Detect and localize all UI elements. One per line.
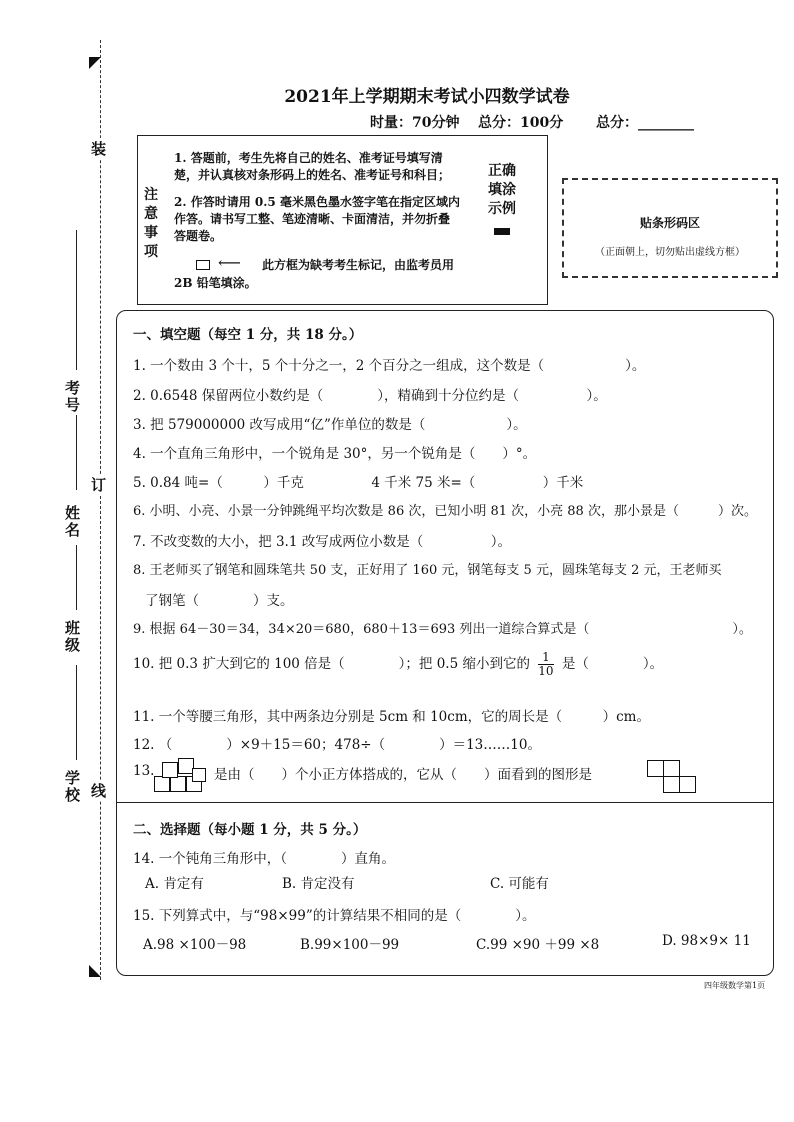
- absent-mark-text-2: 2B 铅笔填涂。: [174, 276, 257, 290]
- xingming-underline: [76, 415, 77, 490]
- question-9: 9. 根据 64－30＝34，34×20＝680，680＋13＝693 列出一道综合算式是（ ）。: [133, 622, 752, 637]
- binding-char-ding: 订: [91, 476, 107, 494]
- question-4: 4. 一个直角三角形中，一个锐角是 30°，另一个锐角是（ ）°。: [133, 446, 537, 462]
- binding-char-zhuang: 装: [91, 140, 107, 158]
- xuexiao-label: 学校: [63, 770, 81, 804]
- view-grid-figure: [647, 760, 711, 794]
- notice-item-2c: 答题卷。: [174, 229, 223, 243]
- question-10-part-a: 10. 把 0.3 扩大到它的 100 倍是（ ）；把 0.5 缩小到它的: [133, 656, 530, 672]
- question-15-option-d[interactable]: D. 98×9× 11: [662, 933, 751, 949]
- left-arrow-icon: ⟵: [218, 253, 241, 272]
- score-field[interactable]: 总分：________: [596, 115, 694, 131]
- absent-mark-text: 此方框为缺考考生标记，由监考员用: [262, 258, 455, 272]
- question-10-part-b: 是（ ）。: [561, 656, 664, 672]
- barcode-area: [562, 178, 778, 278]
- kaohao-label: 考号: [63, 380, 81, 414]
- question-13-number: 13.: [133, 763, 155, 779]
- notice-box: [137, 135, 548, 305]
- kaohao-underline: [76, 230, 77, 370]
- barcode-title: 贴条形码区: [639, 216, 700, 230]
- question-15: 15. 下列算式中，与“98×99”的计算结果不相同的是（ ）。: [133, 908, 536, 924]
- answer-area: [116, 310, 774, 976]
- notice-item-1a: 1. 答题前，考生先将自己的姓名、准考证号填写清: [174, 151, 443, 165]
- exam-title: 2021年上学期期末考试小四数学试卷: [284, 87, 570, 107]
- fraction-denominator: 10: [538, 664, 554, 678]
- question-14-option-b[interactable]: B. 肯定没有: [282, 876, 355, 892]
- question-6: 6. 小明、小亮、小景一分钟跳绳平均次数是 86 次，已知小明 81 次，小亮 88 次，那小景是（ ）次。: [133, 504, 757, 519]
- fraction-one-tenth: [538, 651, 553, 678]
- page-footer: 四年级数学第1页: [704, 981, 766, 990]
- question-5: 5. 0.84 吨=（ ）千克 4 千米 75 米=（ ）千米: [133, 475, 584, 491]
- question-15-option-c[interactable]: C.99 ×90 ＋99 ×8: [476, 937, 600, 953]
- question-7: 7. 不改变数的大小，把 3.1 改写成两位小数是（ ）。: [133, 534, 511, 550]
- banji-underline: [76, 545, 77, 610]
- exam-total: 总分：100分: [478, 115, 564, 131]
- question-12: 12. （ ）×9＋15＝60；478÷（ ）＝13……10。: [133, 737, 541, 753]
- question-15-option-a[interactable]: A.98 ×100－98: [143, 937, 247, 953]
- question-11: 11. 一个等腰三角形，其中两条边分别是 5cm 和 10cm，它的周长是（ ）cm。: [133, 709, 650, 725]
- cube-stack-figure: [152, 756, 208, 794]
- question-14-option-c[interactable]: C. 可能有: [490, 876, 549, 892]
- notice-label: 注意事项: [144, 187, 158, 260]
- question-3: 3. 把 579000000 改写成用“亿”作单位的数是（ ）。: [133, 417, 527, 433]
- question-14: 14. 一个钝角三角形中，（ ）直角。: [133, 851, 396, 867]
- exam-time: 时量：70分钟: [370, 115, 460, 131]
- binding-char-xian: 线: [91, 782, 107, 800]
- question-13-text: 是由（ ）个小正方体搭成的，它从（ ）面看到的图形是: [214, 767, 592, 783]
- notice-item-2a: 2. 作答时请用 0.5 毫米黑色墨水签字笔在指定区域内: [174, 195, 460, 209]
- section2-heading: 二、选择题（每小题 1 分，共 5 分。）: [133, 822, 367, 838]
- question-15-option-b[interactable]: B.99×100－99: [300, 937, 400, 953]
- question-8a: 8. 王老师买了钢笔和圆珠笔共 50 支，正好用了 160 元，钢笔每支 5 元，圆珠笔每支 2 元，王老师买: [133, 563, 722, 578]
- absent-mark-box[interactable]: [196, 260, 210, 270]
- fraction-numerator: 1: [538, 651, 553, 665]
- barcode-note: （正面朝上，切勿贴出虚线方框）: [595, 247, 745, 258]
- section1-heading: 一、填空题（每空 1 分，共 18 分。）: [133, 327, 363, 343]
- banji-label: 班级: [63, 620, 81, 654]
- notice-item-2b: 作答。请书写工整、笔迹清晰、卡面清洁，并勿折叠: [174, 212, 451, 226]
- notice-item-1b: 楚，并认真核对条形码上的姓名、准考证号和科目；: [174, 168, 451, 182]
- fill-sample-mark: [494, 228, 510, 235]
- question-8b: 了钢笔（ ）支。: [145, 593, 294, 609]
- xingming-label: 姓名: [63, 505, 81, 539]
- question-14-option-a[interactable]: A. 肯定有: [145, 876, 204, 892]
- question-2: 2. 0.6548 保留两位小数约是（ ），精确到十分位约是（ ）。: [133, 388, 607, 404]
- question-1: 1. 一个数由 3 个十，5 个十分之一，2 个百分之一组成，这个数是（ ）。: [133, 358, 646, 374]
- section-divider: [117, 802, 773, 803]
- binding-line: [100, 40, 101, 980]
- xuexiao-underline: [76, 665, 77, 760]
- fill-sample-label: 正确填涂示例: [488, 163, 516, 217]
- question-10: [133, 651, 663, 678]
